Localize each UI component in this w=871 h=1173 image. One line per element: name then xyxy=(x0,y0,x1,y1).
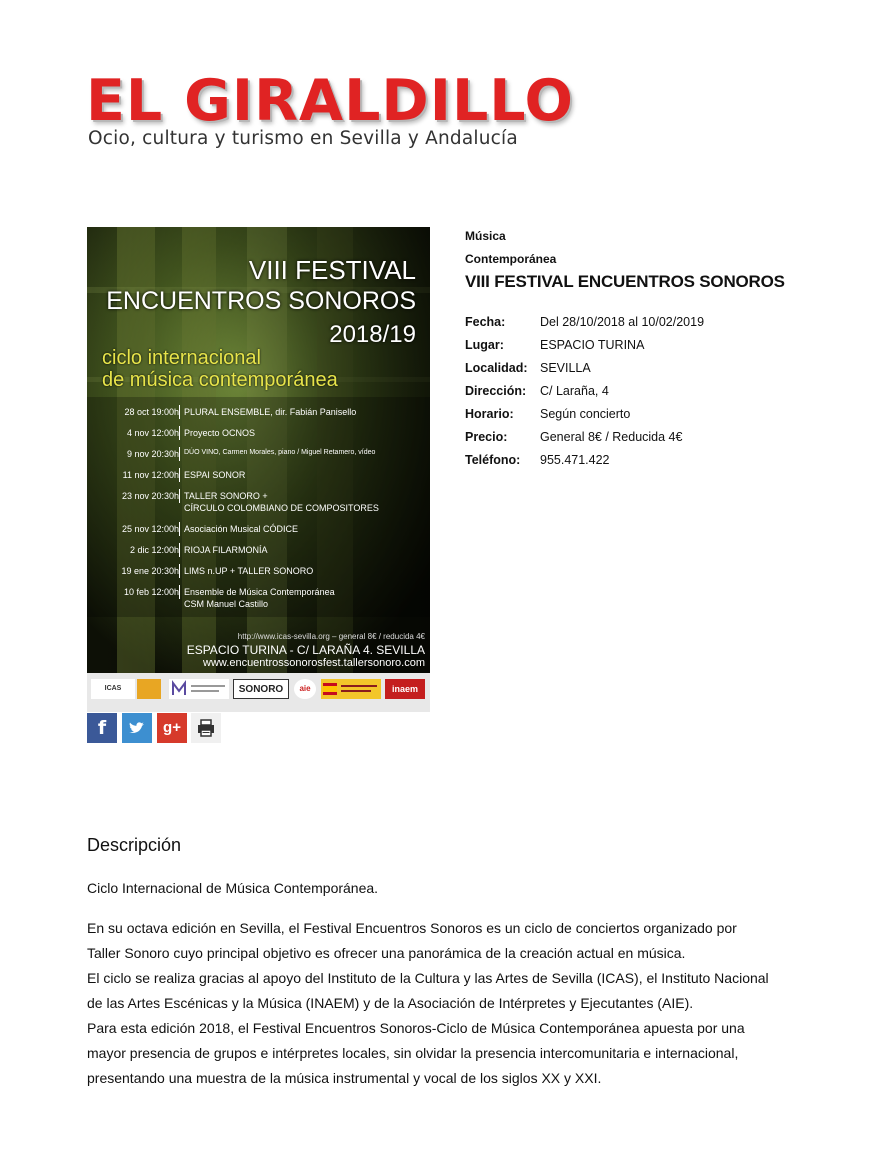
detail-label: Fecha: xyxy=(465,315,506,329)
poster-event-date: 11 nov 12:00h xyxy=(122,470,179,480)
logo-title: EL GIRALDILLO xyxy=(86,68,575,134)
poster-event-divider xyxy=(179,543,180,557)
poster-event-date: 2 dic 12:00h xyxy=(129,545,179,555)
poster-sponsor-bar xyxy=(87,673,430,712)
description-heading: Descripción xyxy=(87,835,182,855)
poster-event-date: 28 oct 19:00h xyxy=(124,407,179,417)
poster-subtitle-line: de música contemporánea xyxy=(102,369,338,391)
printer-icon xyxy=(191,713,221,743)
poster-event-divider xyxy=(179,426,180,440)
detail-label: Localidad: xyxy=(465,361,528,375)
description-line: mayor presencia de grupos e intérpretes locales, sin olvidar la presencia intercomunitaria e internacional, xyxy=(87,1045,739,1061)
description-body xyxy=(87,916,807,1091)
detail-label: Teléfono: xyxy=(465,453,521,467)
poster-event-name: CSM Manuel Castillo xyxy=(184,599,269,609)
detail-value: SEVILLA xyxy=(540,361,591,375)
poster-event-date: 10 feb 12:00h xyxy=(123,587,179,597)
detail-label: Precio: xyxy=(465,430,508,444)
poster-title-line: VIII FESTIVAL xyxy=(248,255,416,285)
poster-event-date: 4 nov 12:00h xyxy=(126,428,179,438)
poster-event-date: 23 nov 20:30h xyxy=(121,491,179,501)
poster-event-divider xyxy=(179,489,180,503)
detail-value: General 8€ / Reducida 4€ xyxy=(540,430,683,444)
twitter-icon xyxy=(122,713,152,743)
poster-event-divider xyxy=(179,564,180,578)
poster-event-divider xyxy=(179,585,180,599)
sponsor-mark-icon xyxy=(169,679,229,699)
event-poster[interactable] xyxy=(87,227,430,712)
poster-event-divider xyxy=(179,447,180,461)
googleplus-share-button[interactable] xyxy=(157,713,187,743)
poster-website-line: www.encuentrossonorosfest.tallersonoro.com xyxy=(203,657,425,669)
poster-event-name: PLURAL ENSEMBLE, dir. Fabián Panisello xyxy=(184,407,357,417)
detail-value: ESPACIO TURINA xyxy=(540,338,645,352)
description-line: En su octava edición en Sevilla, el Festival Encuentros Sonoros es un ciclo de conciertos organizado por xyxy=(87,920,737,936)
detail-value: Del 28/10/2018 al 10/02/2019 xyxy=(540,315,705,329)
poster-event-name: DÚO VINO, Carmen Morales, piano / Miguel Retamero, vídeo xyxy=(184,449,376,456)
poster-event-name: LIMS n.UP + TALLER SONORO xyxy=(184,566,314,576)
sponsor-logo xyxy=(321,679,381,699)
detail-label: Dirección: xyxy=(465,384,527,398)
poster-subtitle-line: ciclo internacional xyxy=(102,347,261,369)
sponsor-logo xyxy=(137,679,161,699)
description-line: de las Artes Escénicas y la Música (INAEM) y de la Asociación de Intérpretes y Ejecutantes (AIE). xyxy=(87,995,694,1011)
poster-title-line: 2018/19 xyxy=(329,321,416,348)
description-line: Taller Sonoro cuyo principal objetivo es ofrecer una panorámica de la creación actual en música. xyxy=(87,945,686,961)
google-plus-icon: g+ xyxy=(163,719,181,736)
sponsor-logo-icas: ICAS xyxy=(91,679,135,699)
facebook-share-button[interactable] xyxy=(87,713,117,743)
detail-label: Lugar: xyxy=(465,338,504,352)
facebook-icon: f xyxy=(97,717,107,739)
poster-event-name: Ensemble de Música Contemporánea xyxy=(184,587,335,597)
poster-event-date: 19 ene 20:30h xyxy=(121,566,179,576)
detail-value: Según concierto xyxy=(540,407,631,421)
poster-event-name: TALLER SONORO + xyxy=(184,491,268,501)
poster-event-divider xyxy=(179,405,180,419)
description-intro: Ciclo Internacional de Música Contemporánea. xyxy=(87,880,379,896)
site-logo[interactable] xyxy=(86,68,575,158)
poster-event-name: RIOJA FILARMONÍA xyxy=(184,545,268,555)
poster-url-line: http://www.icas-sevilla.org – general 8€ / reducida 4€ xyxy=(237,632,425,641)
poster-event-divider xyxy=(179,468,180,482)
sponsor-logo-aie: aie xyxy=(294,679,316,699)
poster-event-date: 9 nov 20:30h xyxy=(126,449,179,459)
description-line: El ciclo se realiza gracias al apoyo del Instituto de la Cultura y las Artes de Sevilla (ICAS), el Instituto Nacional xyxy=(87,970,769,986)
spain-flag-icon xyxy=(321,679,381,699)
poster-event-divider xyxy=(179,522,180,536)
detail-label: Horario: xyxy=(465,407,514,421)
category-label[interactable]: Contemporánea xyxy=(465,252,557,266)
print-button[interactable] xyxy=(191,713,221,743)
description-line: Para esta edición 2018, el Festival Encuentros Sonoros-Ciclo de Música Contemporánea apuesta por una xyxy=(87,1020,745,1036)
poster-event-name: Proyecto OCNOS xyxy=(184,428,256,438)
category-label[interactable]: Música xyxy=(465,229,506,243)
poster-event-name: Asociación Musical CÓDICE xyxy=(184,524,299,534)
poster-event-name: ESPAI SONOR xyxy=(184,470,246,480)
sponsor-logo-inaem: inaem xyxy=(385,679,425,699)
detail-value: C/ Laraña, 4 xyxy=(540,384,609,398)
sponsor-logo-sonoro: SONORO xyxy=(233,679,289,699)
twitter-share-button[interactable] xyxy=(122,713,152,743)
detail-value: 955.471.422 xyxy=(540,453,610,467)
poster-event-date: 25 nov 12:00h xyxy=(121,524,179,534)
poster-event-name: CÍRCULO COLOMBIANO DE COMPOSITORES xyxy=(184,503,379,513)
poster-title-line: ENCUENTROS SONOROS xyxy=(106,287,416,315)
sponsor-logo xyxy=(169,679,229,699)
logo-tagline: Ocio, cultura y turismo en Sevilla y Andalucía xyxy=(88,128,518,149)
description-line: presentando una muestra de la música instrumental y vocal de los siglos XX y XXI. xyxy=(87,1070,602,1086)
poster-venue-line: ESPACIO TURINA - C/ LARAÑA 4. SEVILLA xyxy=(186,643,425,657)
event-title: VIII FESTIVAL ENCUENTROS SONOROS xyxy=(465,272,785,291)
